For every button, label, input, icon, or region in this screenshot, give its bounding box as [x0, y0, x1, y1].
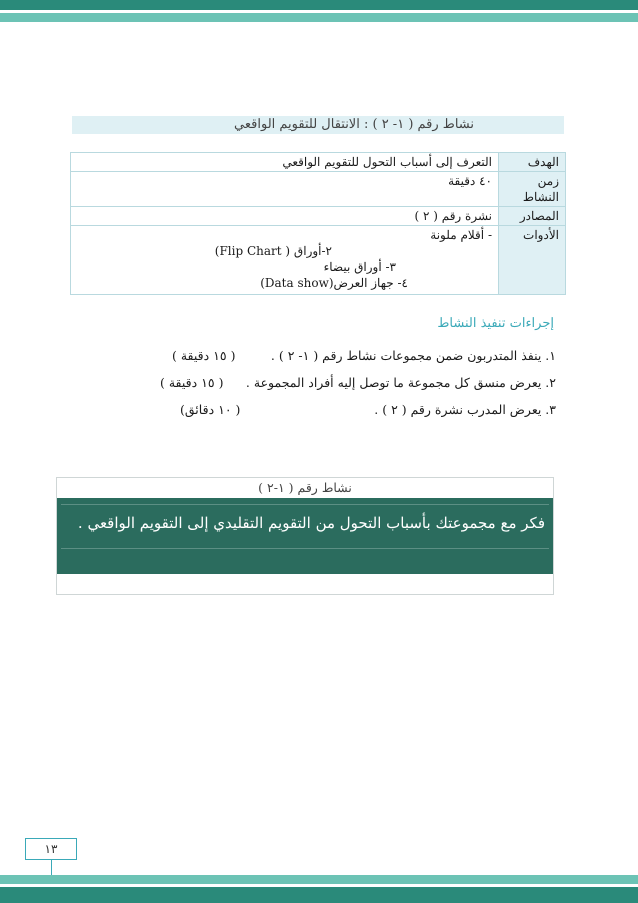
- tool-item: ٣- أوراق بيضاء: [323, 260, 396, 274]
- label-duration: زمن النشاط: [499, 172, 566, 207]
- value-duration: ٤٠ دقيقة: [71, 172, 499, 207]
- tool-item: ٤- جهاز العرض(Data show): [260, 276, 408, 290]
- value-goal: التعرف إلى أسباب التحول للتقويم الواقعي: [71, 153, 499, 172]
- label-tools: الأدوات: [499, 226, 566, 295]
- activity-box-title: نشاط رقم ( ١-٢ ): [57, 478, 553, 498]
- divider: [61, 504, 549, 505]
- activity-box: [56, 477, 554, 595]
- activity-box-text: فكر مع مجموعتك بأسباب التحول من التقويم التقليدي إلى التقويم الواقعي .: [77, 514, 545, 532]
- activity-info-table: [70, 152, 566, 295]
- step-time: ( ١٥ دقيقة ): [172, 348, 236, 363]
- table-row: [71, 207, 566, 226]
- activity-box-panel: [57, 498, 553, 574]
- divider: [61, 548, 549, 549]
- top-decorative-band: [0, 0, 638, 22]
- step-time: ( ١٥ دقيقة ): [160, 375, 224, 390]
- activity-heading: نشاط رقم ( ١- ٢ ) : الانتقال للتقويم الواقعي: [72, 116, 564, 134]
- step-text: ٣. يعرض المدرب نشرة رقم ( ٢ ) .: [374, 402, 556, 417]
- tool-item: - أقلام ملونة: [430, 228, 492, 242]
- step-time: ( ١٠ دقائق): [180, 402, 241, 417]
- tool-item: ٢-أوراق ( Flip Chart): [214, 244, 332, 258]
- label-sources: المصادر: [499, 207, 566, 226]
- table-row: [71, 226, 566, 295]
- procedures-title: إجراءات تنفيذ النشاط: [437, 316, 554, 331]
- value-sources: نشرة رقم ( ٢ ): [71, 207, 499, 226]
- procedure-step: [150, 348, 556, 368]
- step-text: ١. ينفذ المتدربون ضمن مجموعات نشاط رقم ( ١- ٢ ) .: [270, 348, 556, 363]
- table-row: [71, 153, 566, 172]
- label-goal: الهدف: [499, 153, 566, 172]
- page-number: ١٣: [25, 838, 77, 860]
- step-text: ٢. يعرض منسق كل مجموعة ما توصل إليه أفراد المجموعة .: [245, 375, 556, 390]
- page-number-connector: [51, 860, 52, 875]
- value-tools: [71, 226, 499, 295]
- procedure-step: [150, 402, 556, 422]
- table-row: [71, 172, 566, 207]
- bottom-decorative-band: [0, 875, 638, 903]
- procedure-step: [150, 375, 556, 395]
